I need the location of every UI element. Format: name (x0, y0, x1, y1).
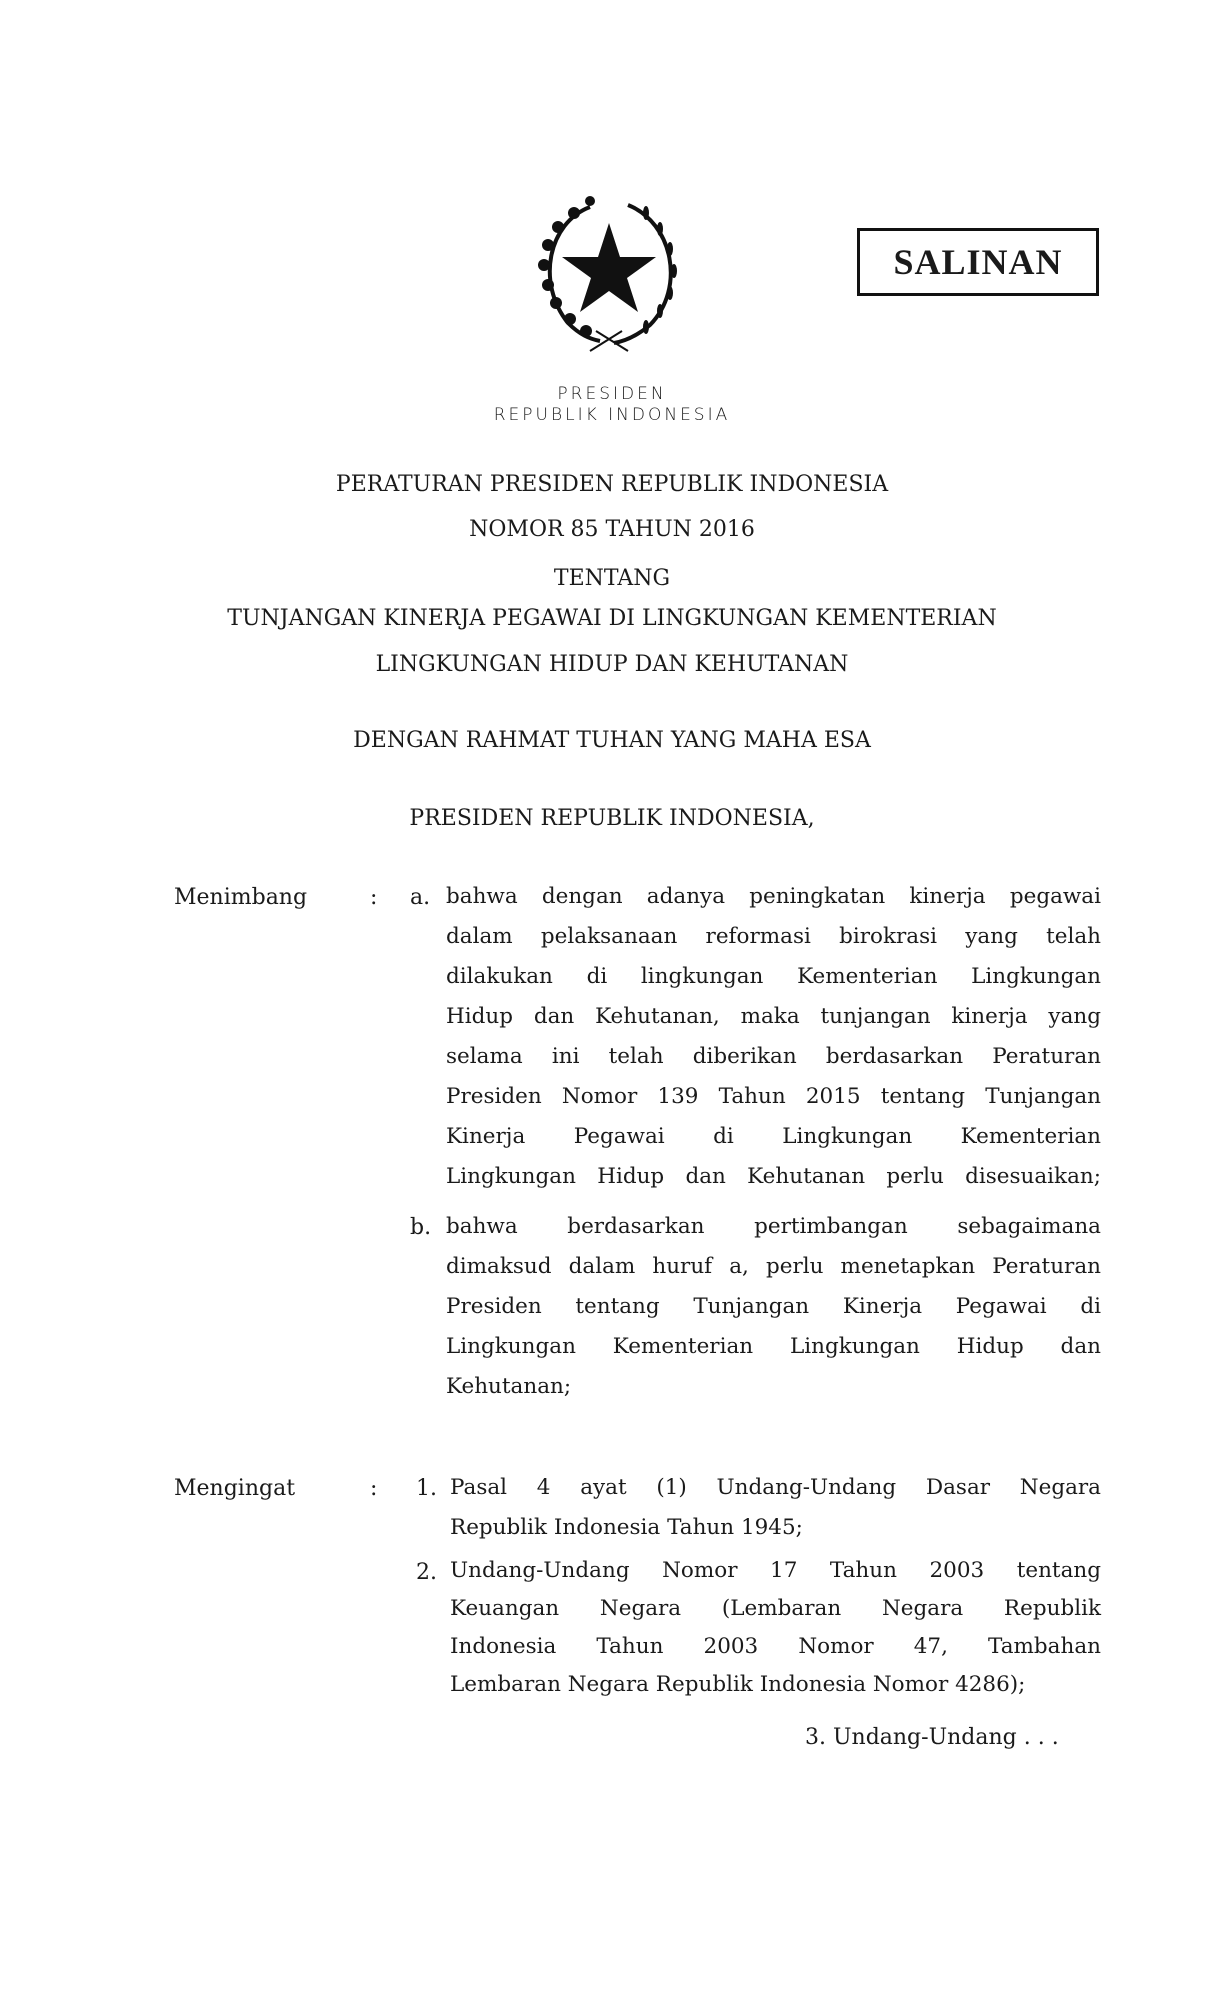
mengingat-label: Mengingat (174, 1476, 296, 1501)
text-line: selama ini telah diberikan berdasarkan Peraturan (446, 1044, 1101, 1069)
header-republik-indonesia: REPUBLIK INDONESIA (493, 405, 731, 425)
text-line: bahwa berdasarkan pertimbangan sebagaimana (446, 1214, 1101, 1239)
text-line: Lingkungan Hidup dan Kehutanan perlu disesuaikan; (446, 1164, 1101, 1189)
text-line: bahwa dengan adanya peningkatan kinerja pegawai (446, 884, 1101, 909)
page-continuation: 3. Undang-Undang . . . (805, 1725, 1059, 1750)
regulation-title: PERATURAN PRESIDEN REPUBLIK INDONESIA (335, 472, 889, 497)
salinan-stamp: SALINAN (857, 228, 1099, 296)
mengingat-item-2 (450, 1552, 1101, 1704)
text-line: Indonesia Tahun 2003 Nomor 47, Tambahan (450, 1634, 1101, 1659)
text-line: Kehutanan; (446, 1374, 572, 1399)
item-marker-1: 1. (416, 1476, 437, 1501)
regulation-number: NOMOR 85 TAHUN 2016 (469, 517, 755, 542)
item-marker-a: a. (410, 885, 431, 910)
menimbang-colon: : (370, 885, 378, 910)
text-line: dimaksud dalam huruf a, perlu menetapkan Peraturan (446, 1254, 1101, 1279)
issuer: PRESIDEN REPUBLIK INDONESIA, (409, 806, 815, 831)
mengingat-item-1 (450, 1468, 1101, 1548)
text-line: Undang-Undang Nomor 17 Tahun 2003 tentang (450, 1558, 1101, 1583)
invocation: DENGAN RAHMAT TUHAN YANG MAHA ESA (353, 728, 871, 753)
garuda-presidential-emblem (528, 193, 690, 355)
menimbang-label: Menimbang (174, 885, 308, 910)
regulation-tentang: TENTANG (553, 566, 671, 591)
menimbang-item-a (446, 877, 1101, 1197)
text-line: Presiden Nomor 139 Tahun 2015 tentang Tunjangan (446, 1084, 1101, 1109)
text-line: Pasal 4 ayat (1) Undang-Undang Dasar Negara (450, 1475, 1101, 1500)
header-presiden: PRESIDEN (557, 384, 667, 404)
menimbang-item-b (446, 1207, 1101, 1407)
mengingat-colon: : (370, 1476, 378, 1501)
item-marker-2: 2. (416, 1560, 437, 1585)
regulation-subject-line1: TUNJANGAN KINERJA PEGAWAI DI LINGKUNGAN KEMENTERIAN (227, 606, 997, 631)
text-line: Kinerja Pegawai di Lingkungan Kementerian (446, 1124, 1101, 1149)
regulation-subject-line2: LINGKUNGAN HIDUP DAN KEHUTANAN (375, 652, 849, 677)
text-line: Republik Indonesia Tahun 1945; (450, 1515, 803, 1540)
text-line: Hidup dan Kehutanan, maka tunjangan kinerja yang (446, 1004, 1101, 1029)
item-marker-b: b. (410, 1215, 432, 1240)
text-line: Keuangan Negara (Lembaran Negara Republik (450, 1596, 1101, 1621)
text-line: Lingkungan Kementerian Lingkungan Hidup dan (446, 1334, 1101, 1359)
text-line: Presiden tentang Tunjangan Kinerja Pegawai di (446, 1294, 1101, 1319)
star-icon (562, 223, 656, 312)
text-line: dalam pelaksanaan reformasi birokrasi yang telah (446, 924, 1101, 949)
text-line: Lembaran Negara Republik Indonesia Nomor 4286); (450, 1672, 1026, 1697)
text-line: dilakukan di lingkungan Kementerian Lingkungan (446, 964, 1101, 989)
